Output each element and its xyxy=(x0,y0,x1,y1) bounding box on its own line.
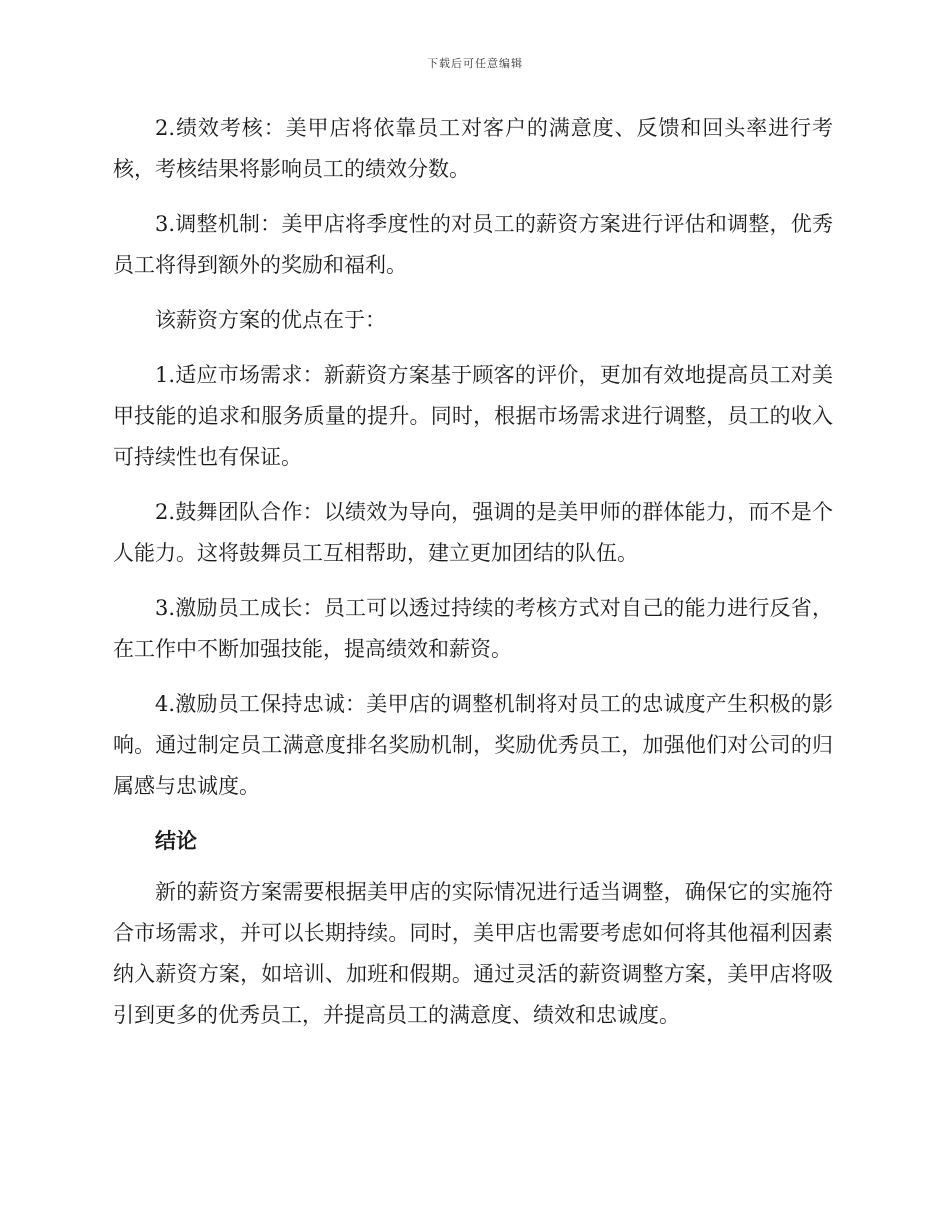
conclusion-heading: 结论 xyxy=(155,829,197,853)
paragraph-teamwork: 2.鼓舞团队合作：以绩效为导向，强调的是美甲师的群体能力，而不是个人能力。这将鼓舞员工互相帮助，建立更加团结的队伍。 xyxy=(113,500,833,565)
paragraph-conclusion: 新的薪资方案需要根据美甲店的实际情况进行适当调整，确保它的实施符合市场需求，并可以长期持续。同时，美甲店也需要考虑如何将其他福利因素纳入薪资方案，如培训、加班和假期。通过灵活的薪资调整方案，美甲店将吸引到更多的优秀员工，并提高员工的满意度、绩效和忠诚度。 xyxy=(113,880,833,1027)
document-body xyxy=(113,108,833,1050)
paragraph-adjustment-mechanism: 3.调整机制：美甲店将季度性的对员工的薪资方案进行评估和调整，优秀员工将得到额外的奖励和福利。 xyxy=(113,212,833,277)
paragraph-employee-loyalty: 4.激励员工保持忠诚：美甲店的调整机制将对员工的忠诚度产生积极的影响。通过制定员工满意度排名奖励机制，奖励优秀员工，加强他们对公司的归属感与忠诚度。 xyxy=(113,692,833,798)
paragraph-performance-review: 2.绩效考核：美甲店将依靠员工对客户的满意度、反馈和回头率进行考核，考核结果将影响员工的绩效分数。 xyxy=(113,116,833,181)
header-note: 下载后可任意编辑 xyxy=(427,57,523,70)
paragraph-market-demand: 1.适应市场需求：新薪资方案基于顾客的评价，更加有效地提高员工对美甲技能的追求和服务质量的提升。同时，根据市场需求进行调整，员工的收入可持续性也有保证。 xyxy=(113,363,833,469)
paragraph-employee-growth: 3.激励员工成长：员工可以透过持续的考核方式对自己的能力进行反省，在工作中不断加强技能，提高绩效和薪资。 xyxy=(113,596,833,661)
paragraph-advantages-intro: 该薪资方案的优点在于： xyxy=(155,308,386,332)
